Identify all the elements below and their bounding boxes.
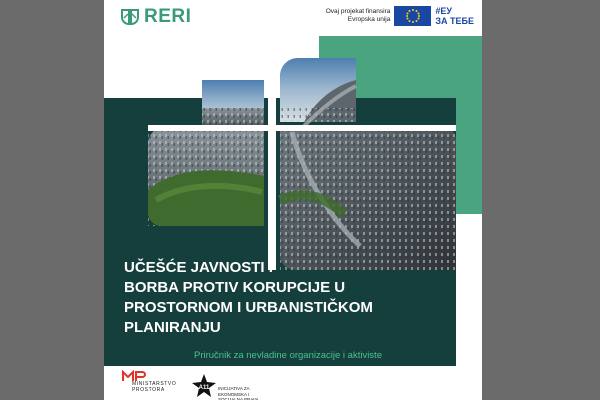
partner-logos	[104, 366, 482, 400]
initiative-logo-icon	[192, 374, 216, 398]
eu-caption-line-1: Ovaj projekat finansira	[325, 8, 391, 15]
ministry-line-1: MINISTARSTVO	[132, 381, 177, 387]
document-title	[124, 258, 444, 338]
brand-name: RERI	[144, 6, 192, 27]
eu-caption-line-2: Evropska unija	[347, 16, 391, 23]
eu-tag-line-1: #ЕУ	[435, 6, 452, 16]
initiative-name	[218, 386, 259, 400]
initiative-abbr: A11	[198, 385, 210, 391]
title-line-4: PLANIRANJU	[124, 319, 221, 336]
title-line-3: PROSTORNOM I URBANISTIČKOM	[124, 299, 373, 316]
initiative-line-1: INICIJATIVA ZA	[218, 386, 250, 391]
ministry-name	[132, 381, 176, 393]
initiative-line-3: SOCIJALNA PRAVA	[218, 397, 259, 400]
initiative-line-2: EKONOMSKA I	[218, 391, 250, 397]
document-cover	[104, 0, 482, 400]
eu-tag-line-2: ЗА ТЕБЕ	[435, 16, 474, 26]
ministry-line-2: PROSTORA	[132, 387, 165, 393]
title-line-1: UČEŠĆE JAVNOSTI I	[124, 259, 273, 276]
title-line-2: BORBA PROTIV KORUPCIJE U	[124, 279, 346, 296]
document-subtitle: Priručnik za nevladine organizacije i aktiviste	[194, 350, 382, 361]
city-photo-collage	[104, 0, 482, 400]
